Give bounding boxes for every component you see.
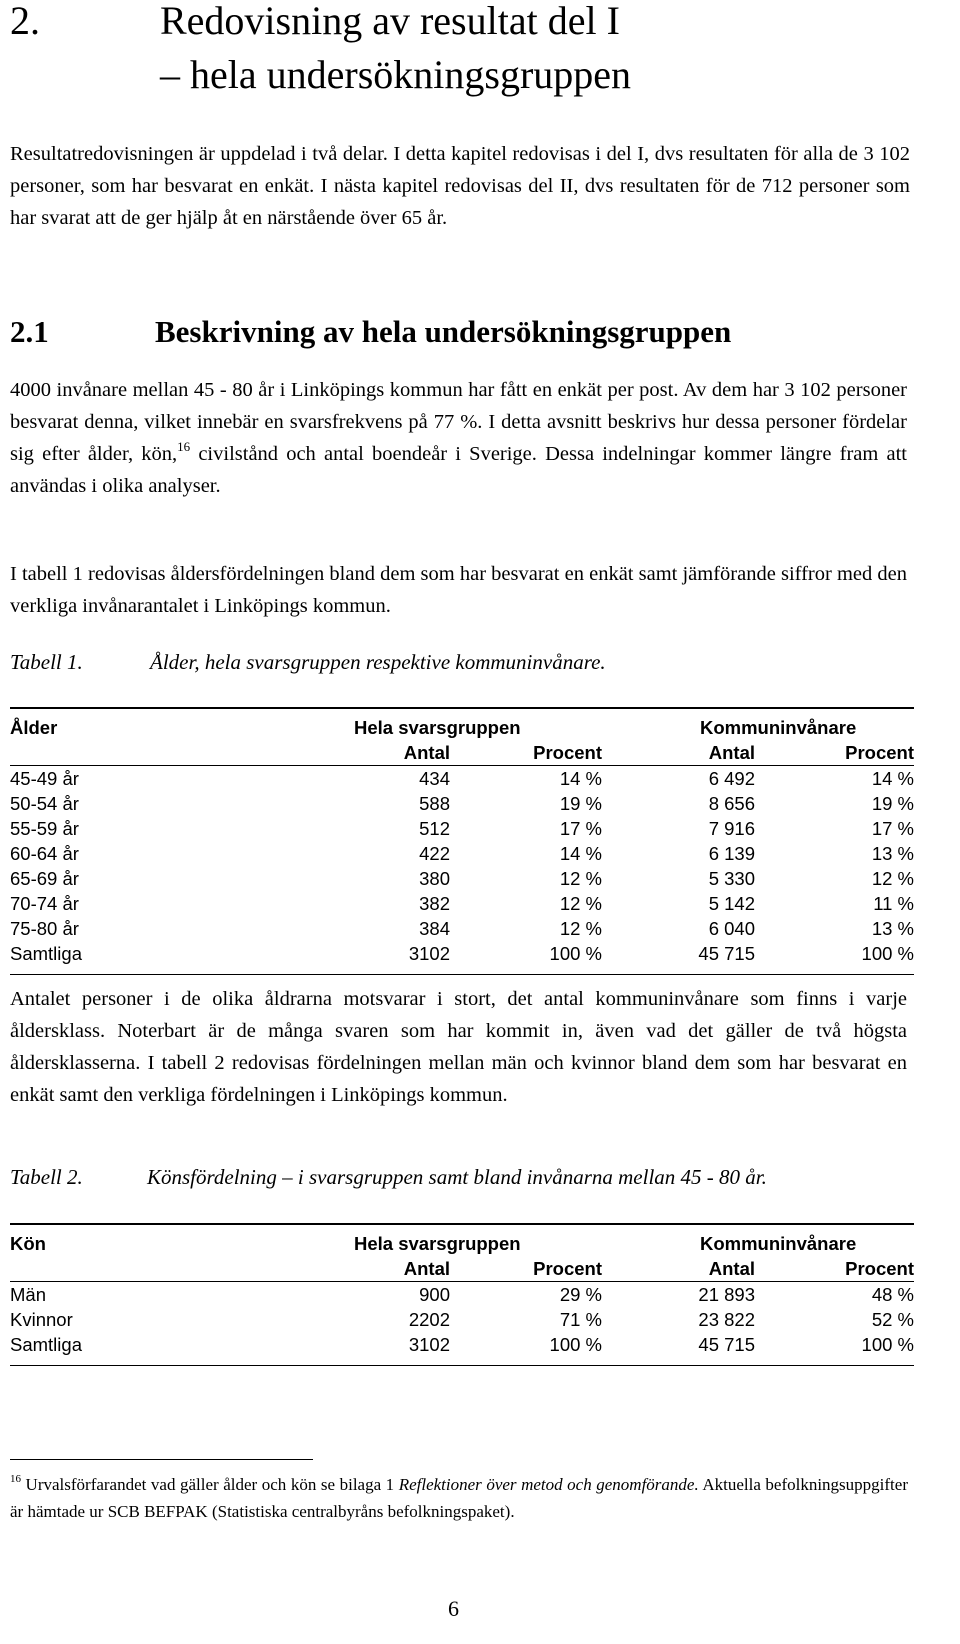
cell-antal-svar: 382 — [419, 893, 450, 914]
cell-procent-svar: 12 % — [559, 918, 602, 939]
cell-procent-svar: 71 % — [559, 1309, 602, 1330]
row-label: Män — [10, 1282, 210, 1308]
column-header-antal: Antal — [403, 742, 450, 763]
table-2-caption — [10, 1163, 910, 1191]
cell-antal-kommun: 5 330 — [708, 868, 755, 889]
row-label: 75-80 år — [10, 918, 79, 939]
cell-antal-kommun: 7 916 — [708, 818, 755, 839]
cell-antal-svar: 512 — [419, 818, 450, 839]
cell-procent-kommun: 11 % — [873, 893, 914, 914]
cell-antal-kommun: 6 139 — [708, 843, 755, 864]
table-2 — [10, 1223, 914, 1366]
page-number: 6 — [448, 1596, 459, 1621]
cell-procent-kommun: 13 % — [871, 918, 914, 939]
paragraph-2 — [10, 558, 907, 622]
table-header-row — [10, 708, 914, 740]
table-1-caption — [10, 648, 910, 676]
column-header-kon: Kön — [10, 1224, 210, 1256]
table-row-total — [10, 1332, 914, 1366]
table-2-caption-label: Tabell 2. — [10, 1165, 83, 1189]
column-header-antal: Antal — [708, 1258, 755, 1279]
cell-procent-kommun: 13 % — [871, 843, 914, 864]
table-row — [10, 791, 914, 816]
cell-antal-kommun: 21 893 — [602, 1282, 755, 1308]
cell-procent-svar: 12 % — [559, 868, 602, 889]
table-row — [10, 1282, 914, 1308]
column-header-procent: Procent — [845, 1258, 914, 1279]
footnote-divider — [10, 1459, 313, 1460]
column-header-antal: Antal — [708, 742, 755, 763]
footnote-number: 16 — [10, 1473, 21, 1485]
row-label: Kvinnor — [10, 1309, 73, 1330]
row-label: 70-74 år — [10, 893, 79, 914]
table-row — [10, 841, 914, 866]
column-group-svarsgruppen: Hela svarsgruppen — [210, 708, 602, 740]
row-label: 50-54 år — [10, 793, 79, 814]
intro-paragraph — [10, 138, 910, 234]
chapter-number: 2. — [10, 0, 40, 43]
cell-procent-kommun: 14 % — [755, 766, 914, 792]
row-label: 65-69 år — [10, 868, 79, 889]
cell-antal-svar: 384 — [419, 918, 450, 939]
table-row — [10, 916, 914, 941]
cell-procent-svar: 14 % — [450, 766, 602, 792]
table-row — [10, 866, 914, 891]
table-row-total — [10, 941, 914, 975]
section-title: Beskrivning av hela undersökningsgruppen — [155, 314, 732, 349]
cell-antal-svar: 422 — [419, 843, 450, 864]
cell-antal-svar: 380 — [419, 868, 450, 889]
table-row — [10, 1307, 914, 1332]
chapter-title-line2: – hela undersökningsgruppen — [160, 52, 632, 97]
cell-procent-svar: 100 % — [450, 941, 602, 975]
cell-antal-svar: 2202 — [408, 1309, 450, 1330]
cell-procent-kommun: 48 % — [755, 1282, 914, 1308]
cell-antal-svar: 434 — [210, 766, 450, 792]
paragraph-3 — [10, 983, 907, 1111]
paragraph-3-text: Antalet personer i de olika åldrarna motsvarar i stort, det antal kommuninvånare som finns i varje åldersklass. Noterbart är de många svaren som har kommit in, även vad det gäller de två högsta åldersklasserna. I tabell 2 redovisas fördelningen mellan män och kvinnor bland dem som har besvarat en enkät samt den verkliga fördelningen i Linköpings kommun. — [10, 988, 907, 1106]
cell-procent-kommun: 100 % — [755, 1332, 914, 1366]
cell-antal-kommun: 6 040 — [708, 918, 755, 939]
row-label: Samtliga — [10, 941, 210, 975]
table-row — [10, 891, 914, 916]
chapter-title-line1: Redovisning av resultat del I — [160, 0, 620, 43]
row-label: Samtliga — [10, 1332, 210, 1366]
cell-procent-svar: 29 % — [450, 1282, 602, 1308]
table-row — [10, 816, 914, 841]
paragraph-1 — [10, 374, 907, 502]
column-header-procent: Procent — [533, 742, 602, 763]
cell-antal-kommun: 8 656 — [708, 793, 755, 814]
cell-antal-svar: 3102 — [210, 941, 450, 975]
section-number: 2.1 — [10, 314, 49, 349]
cell-procent-svar: 17 % — [559, 818, 602, 839]
cell-antal-svar: 588 — [419, 793, 450, 814]
cell-antal-kommun: 45 715 — [602, 1332, 755, 1366]
cell-antal-kommun: 45 715 — [602, 941, 755, 975]
cell-procent-svar: 19 % — [559, 793, 602, 814]
table-header-row — [10, 1224, 914, 1256]
cell-antal-kommun: 23 822 — [698, 1309, 755, 1330]
column-header-procent: Procent — [845, 742, 914, 763]
footnote-reference[interactable]: 16 — [177, 439, 191, 454]
table-2-caption-text: Könsfördelning – i svarsgruppen samt bland invånarna mellan 45 - 80 år. — [147, 1165, 767, 1189]
column-group-kommuninvanare: Kommuninvånare — [602, 1224, 914, 1256]
footnote — [10, 1471, 908, 1525]
footnote-italic-title: Reflektioner över metod och genomförande. — [398, 1475, 699, 1494]
table-1 — [10, 707, 914, 975]
column-group-svarsgruppen: Hela svarsgruppen — [210, 1224, 602, 1256]
column-header-procent: Procent — [533, 1258, 602, 1279]
intro-text: Resultatredovisningen är uppdelad i två delar. I detta kapitel redovisas i del I, dvs resultaten för alla de 3 102 personer, som har besvarat en enkät. I nästa kapitel redovisas del II, dvs resultaten för de 712 personer som har svarat att de ger hjälp åt en närstående över 65 år. — [10, 143, 910, 229]
cell-antal-svar: 900 — [210, 1282, 450, 1308]
cell-procent-kommun: 52 % — [871, 1309, 914, 1330]
column-header-alder: Ålder — [10, 708, 210, 740]
row-label: 55-59 år — [10, 818, 79, 839]
table-subheader-row — [10, 1256, 914, 1282]
paragraph-1-text-b: civilstånd och antal boendeår i Sverige. Dessa indelningar kommer längre fram att användas i olika analyser. — [10, 443, 907, 497]
row-label: 60-64 år — [10, 843, 79, 864]
row-label: 45-49 år — [10, 766, 210, 792]
column-header-antal: Antal — [403, 1258, 450, 1279]
table-row — [10, 766, 914, 792]
table-subheader-row — [10, 740, 914, 766]
table-1-caption-text: Ålder, hela svarsgruppen respektive kommuninvånare. — [150, 650, 606, 674]
footnote-text-b: Aktuella befolkningsuppgifter är hämtade ur SCB BEFPAK (Statistiska centralbyråns befolkningspaket). — [10, 1475, 908, 1521]
cell-procent-kommun: 19 % — [871, 793, 914, 814]
cell-procent-kommun: 12 % — [871, 868, 914, 889]
cell-procent-kommun: 17 % — [871, 818, 914, 839]
column-group-kommuninvanare: Kommuninvånare — [602, 708, 914, 740]
table-1-caption-label: Tabell 1. — [10, 650, 83, 674]
paragraph-1-text-a: 4000 invånare mellan 45 - 80 år i Linköpings kommun har fått en enkät per post. Av dem har 3 102 personer besvarat denna, vilket innebär en svarsfrekvens på 77 %. I detta avsnitt beskrivs hur dessa personer fördelar sig efter ålder, kön, — [10, 379, 907, 465]
cell-procent-svar: 100 % — [450, 1332, 602, 1366]
paragraph-2-text: I tabell 1 redovisas åldersfördelningen bland dem som har besvarat en enkät samt jämförande siffror med den verkliga invånarantalet i Linköpings kommun. — [10, 563, 907, 617]
cell-procent-svar: 12 % — [559, 893, 602, 914]
cell-antal-svar: 3102 — [210, 1332, 450, 1366]
cell-antal-kommun: 5 142 — [708, 893, 755, 914]
footnote-text-a: Urvalsförfarandet vad gäller ålder och kön se bilaga 1 — [21, 1475, 399, 1494]
cell-procent-kommun: 100 % — [755, 941, 914, 975]
cell-antal-kommun: 6 492 — [602, 766, 755, 792]
cell-procent-svar: 14 % — [559, 843, 602, 864]
